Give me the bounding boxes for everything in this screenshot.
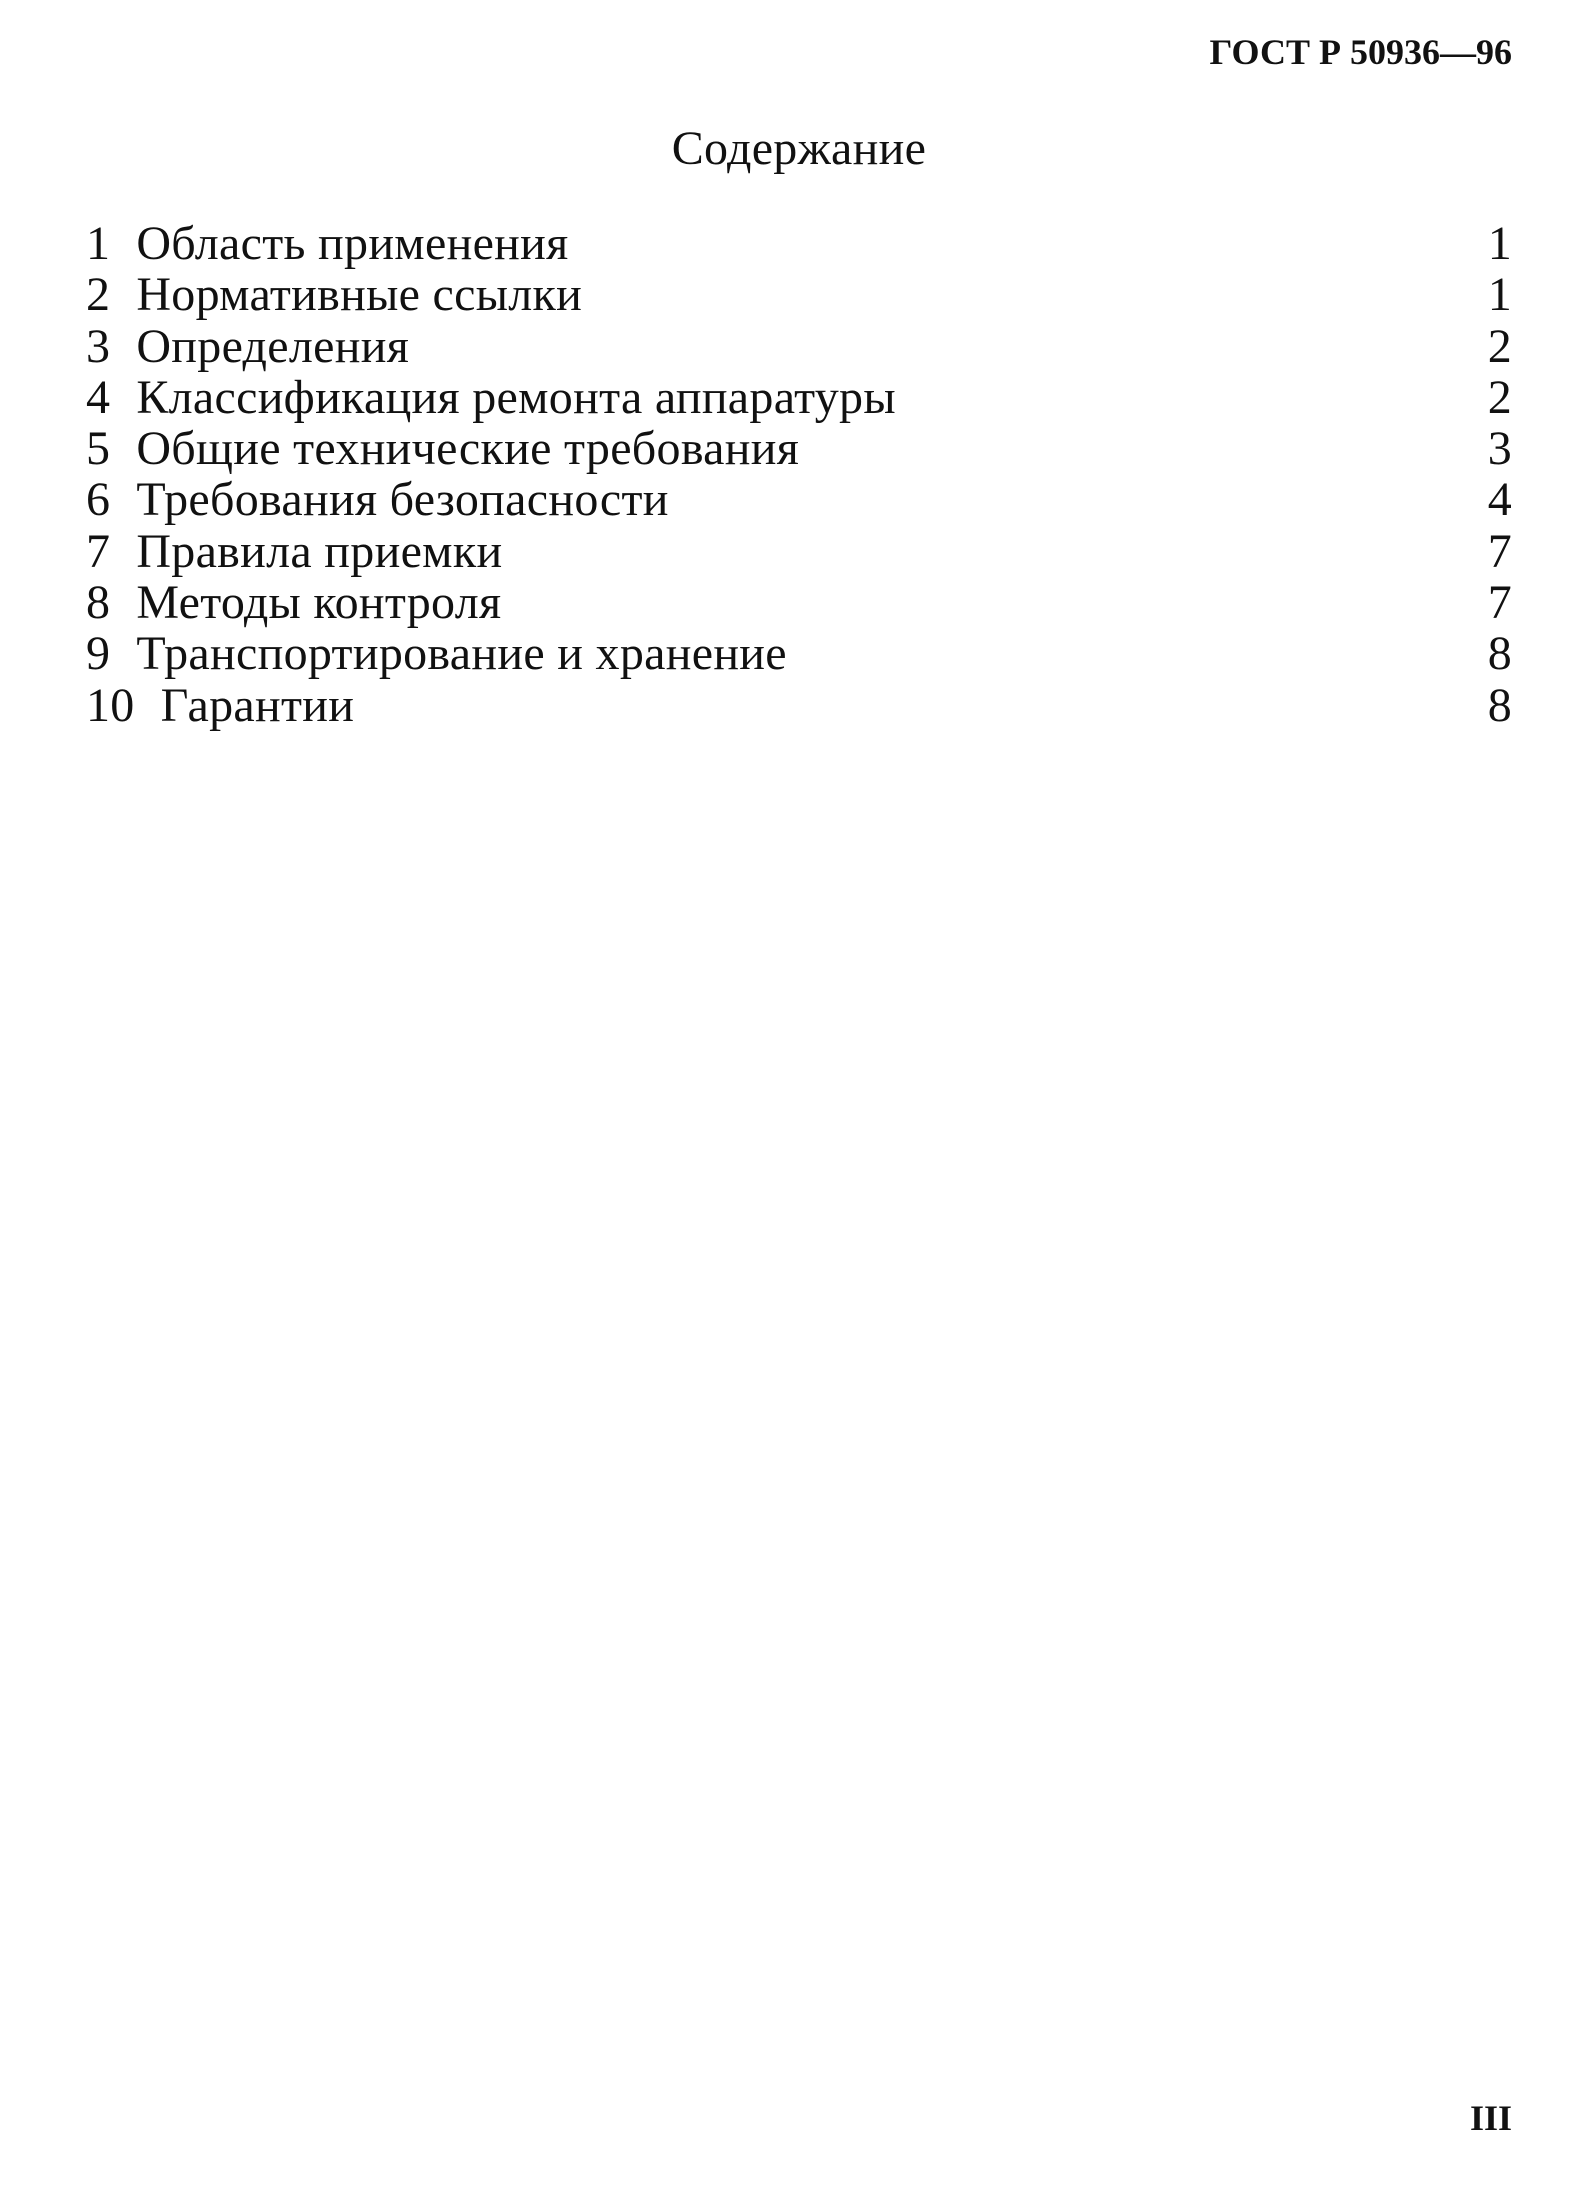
toc-entry-page: 2 (1487, 319, 1512, 373)
toc-entry (86, 526, 1512, 577)
toc-entry (86, 474, 1512, 525)
toc-entry-title: Методы контроля (136, 576, 502, 630)
toc-entry-page: 4 (1487, 473, 1512, 527)
toc-entry-title: Нормативные ссылки (136, 268, 583, 322)
toc-entry (86, 372, 1512, 423)
toc-entry (86, 423, 1512, 474)
toc-entry-title: Общие технические требования (136, 422, 800, 476)
toc-entry-page: 8 (1487, 627, 1512, 681)
toc-entry-page: 7 (1487, 576, 1512, 630)
toc-entry-title: Требования безопасности (136, 473, 669, 527)
page-number: III (1469, 2098, 1512, 2138)
toc-entry-number: 5 (86, 422, 111, 476)
toc-entry-title: Определения (136, 319, 410, 373)
toc-entry-number: 8 (86, 576, 111, 630)
toc-entry-title: Классификация ремонта аппаратуры (136, 370, 896, 424)
toc-entry-page: 3 (1487, 422, 1512, 476)
toc-entry-number: 2 (86, 268, 111, 322)
toc-entry-title: Область применения (136, 217, 569, 270)
toc-entry-page: 8 (1487, 678, 1512, 732)
toc-entry-page: 1 (1487, 217, 1512, 270)
toc-entry-number: 10 (86, 678, 135, 732)
contents-heading: Содержание (671, 122, 927, 175)
toc-entry-page: 7 (1487, 524, 1512, 578)
toc-entry-title: Гарантии (160, 678, 355, 732)
table-of-contents (86, 218, 1512, 731)
toc-entry-number: 3 (86, 319, 111, 373)
toc-entry-number: 9 (86, 627, 111, 681)
toc-entry (86, 628, 1512, 679)
toc-entry-page: 2 (1487, 370, 1512, 424)
toc-entry (86, 269, 1512, 320)
toc-entry (86, 321, 1512, 372)
toc-entry-number: 6 (86, 473, 111, 527)
toc-entry (86, 577, 1512, 628)
toc-entry-title: Правила приемки (136, 524, 503, 578)
document-code: ГОСТ Р 50936—96 (1209, 32, 1512, 72)
toc-entry (86, 680, 1512, 731)
toc-entry-number: 4 (86, 370, 111, 424)
toc-entry-page: 1 (1487, 268, 1512, 322)
toc-entry-number: 1 (86, 217, 111, 270)
toc-entry-title: Транспортирование и хранение (136, 627, 787, 681)
toc-entry-number: 7 (86, 524, 111, 578)
toc-entry (86, 218, 1512, 269)
